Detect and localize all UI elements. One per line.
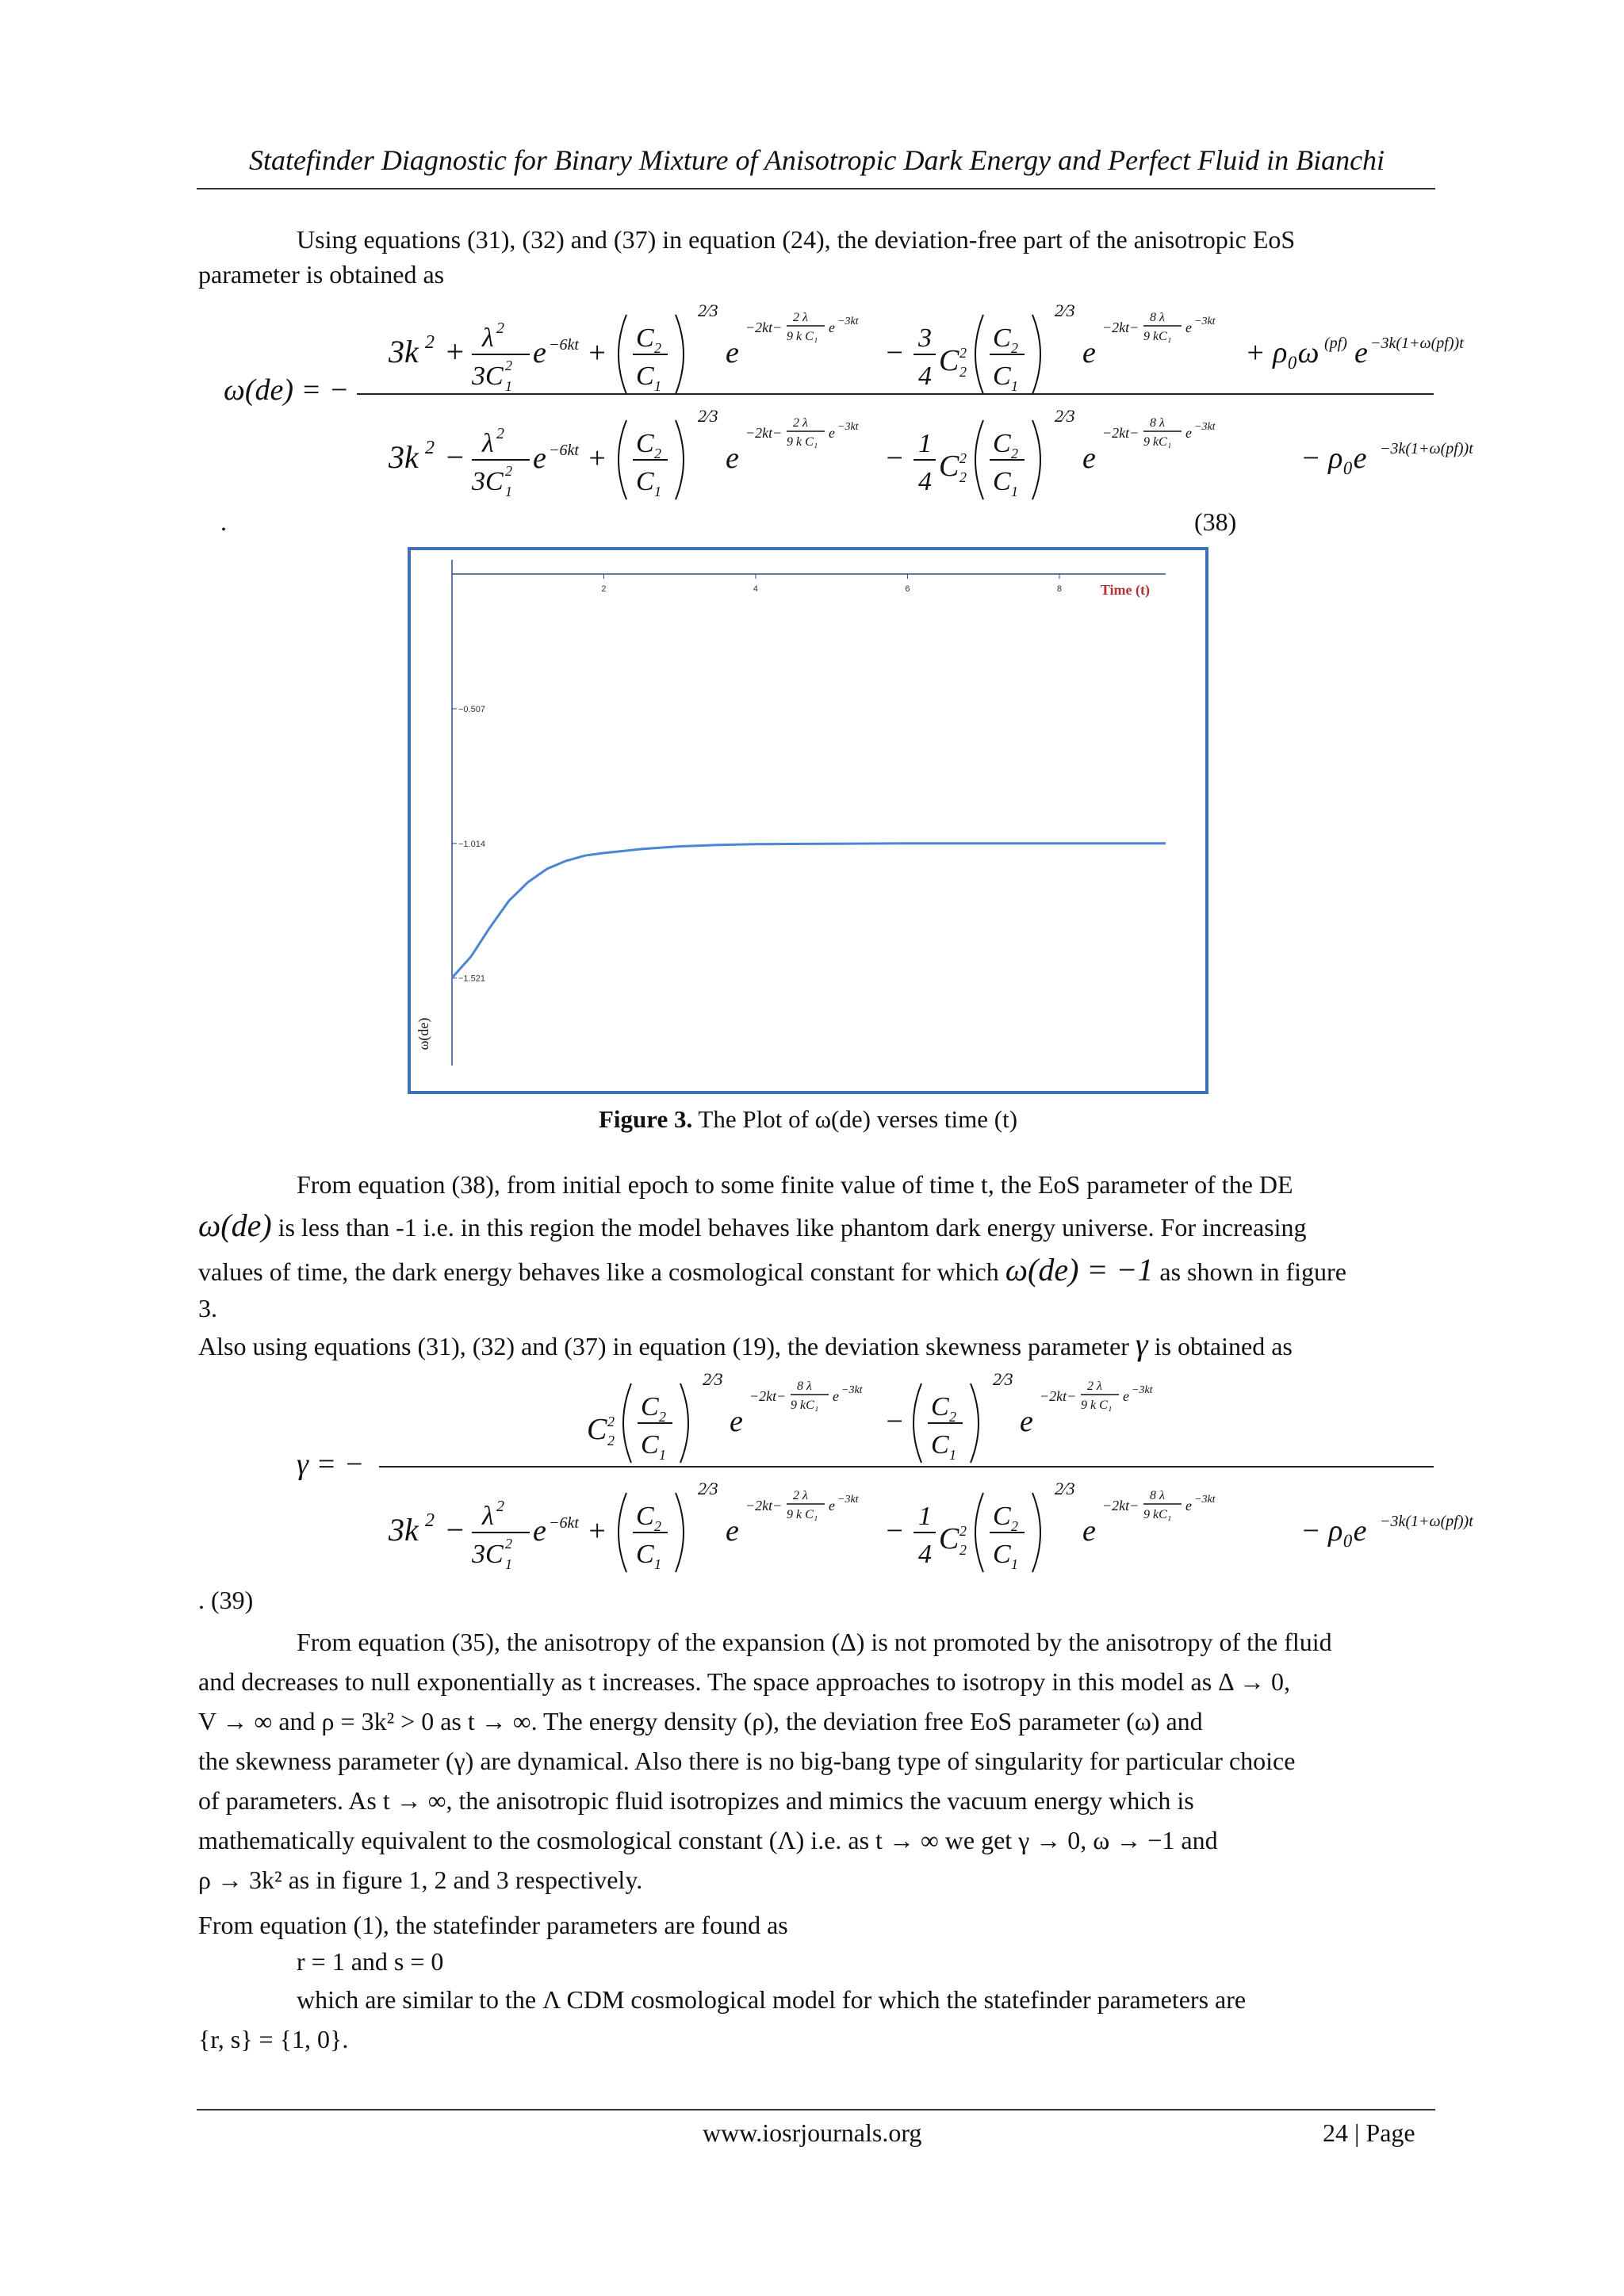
svg-text:−3kt: −3kt	[1132, 1384, 1153, 1396]
paragraph-line: parameter is obtained as	[198, 260, 445, 289]
svg-text:e: e	[1020, 1405, 1033, 1438]
paragraph-line: the skewness parameter (γ) are dynamical. Also there is no big-bang type of singularity for particular choice	[198, 1747, 1296, 1775]
svg-text:2: 2	[654, 1518, 661, 1534]
svg-text:2: 2	[959, 1542, 967, 1558]
svg-text:−2kt−: −2kt−	[1102, 1498, 1139, 1513]
svg-text:−2kt−: −2kt−	[1102, 320, 1139, 335]
figure-3-frame	[408, 547, 1208, 1094]
svg-text:9 kC₁: 9 kC₁	[791, 1399, 819, 1412]
svg-text:e: e	[730, 1405, 743, 1438]
paragraph-text: is obtained as	[1147, 1332, 1293, 1360]
svg-text:−3kt: −3kt	[1194, 316, 1216, 327]
svg-text:2: 2	[959, 364, 967, 380]
svg-text:C: C	[636, 323, 654, 353]
svg-text:2: 2	[1011, 340, 1018, 356]
paragraph-line: which are similar to the Λ CDM cosmological model for which the statefinder parameters are	[297, 1985, 1247, 2014]
svg-text:2: 2	[959, 345, 967, 361]
svg-text:−3k(1+ω(pf))t: −3k(1+ω(pf))t	[1380, 1513, 1473, 1530]
svg-text:C: C	[993, 467, 1011, 496]
caption-text: The Plot of ω(de) verses time (t)	[692, 1105, 1018, 1133]
svg-text:4: 4	[918, 467, 932, 496]
svg-text:−: −	[884, 442, 905, 475]
svg-text:3C: 3C	[472, 362, 504, 391]
svg-text:−6kt: −6kt	[549, 1514, 579, 1532]
svg-text:2: 2	[1011, 1518, 1018, 1534]
header-divider	[197, 188, 1435, 189]
svg-text:−2kt−: −2kt−	[1102, 425, 1139, 441]
svg-text:2⁄3: 2⁄3	[1055, 1479, 1075, 1498]
svg-text:2⁄3: 2⁄3	[993, 1369, 1013, 1389]
x-tick-label: 6	[905, 584, 910, 594]
equation-numerator	[349, 297, 1464, 394]
equation-lhs: γ = −	[297, 1448, 365, 1481]
footer-divider	[197, 2109, 1435, 2110]
x-tick-label: 8	[1056, 584, 1063, 594]
svg-text:9 kC₁: 9 kC₁	[1143, 435, 1172, 449]
svg-text:C: C	[993, 323, 1011, 353]
svg-text:−: −	[444, 1512, 465, 1548]
paragraph-line: and decreases to null exponentially as t increases. The space approaches to isotropy in this model as Δ → 0,	[198, 1667, 1290, 1696]
svg-text:2: 2	[654, 340, 661, 356]
paragraph-line: From equation (35), the anisotropy of the expansion (Δ) is not promoted by the anisotropy of the fluid	[297, 1628, 1332, 1656]
svg-text:−2kt−: −2kt−	[749, 1388, 787, 1404]
svg-text:2: 2	[425, 1510, 435, 1531]
paragraph-text: values of time, the dark energy behaves like a cosmological constant for which	[198, 1257, 1005, 1286]
svg-text:8 λ: 8 λ	[1150, 1489, 1165, 1502]
omega-de-symbol: ω(de)	[198, 1207, 272, 1243]
svg-text:2: 2	[505, 1536, 512, 1552]
svg-text:e: e	[829, 320, 835, 335]
svg-text:−2kt−: −2kt−	[1040, 1388, 1077, 1404]
svg-text:−3kt: −3kt	[1194, 1494, 1216, 1506]
svg-text:2: 2	[959, 450, 967, 466]
svg-text:−: −	[884, 1405, 905, 1438]
svg-text:e: e	[829, 1498, 835, 1513]
svg-text:e: e	[1123, 1388, 1129, 1404]
numerator-render	[587, 1366, 1380, 1461]
svg-text:1: 1	[918, 1502, 932, 1531]
svg-text:2⁄3: 2⁄3	[698, 300, 718, 320]
svg-text:2⁄3: 2⁄3	[1055, 300, 1075, 320]
svg-text:2: 2	[959, 469, 967, 485]
svg-text:−3kt: −3kt	[1194, 421, 1216, 433]
svg-text:4: 4	[918, 1540, 932, 1569]
svg-text:2: 2	[505, 463, 512, 479]
equation-number-39: . (39)	[198, 1586, 254, 1614]
svg-text:1: 1	[505, 484, 512, 499]
svg-text:−3kt: −3kt	[837, 316, 859, 327]
svg-text:1: 1	[659, 1447, 666, 1463]
equation-denominator	[349, 403, 1473, 506]
equation-lhs: ω(de) = −	[224, 373, 350, 407]
svg-text:e: e	[1185, 1498, 1192, 1513]
svg-text:−: −	[444, 439, 465, 475]
svg-text:e: e	[533, 442, 546, 475]
x-tick-label: 2	[601, 584, 607, 594]
equation-lead-dot: .	[220, 507, 227, 536]
svg-text:1: 1	[949, 1447, 956, 1463]
svg-text:1: 1	[1011, 1556, 1018, 1572]
svg-text:C: C	[636, 1540, 654, 1569]
paragraph-text: is less than -1 i.e. in this region the model behaves like phantom dark energy universe. For increasing	[271, 1213, 1307, 1242]
svg-text:2: 2	[496, 320, 504, 337]
svg-text:e: e	[533, 336, 546, 369]
x-axis-title: Time (t)	[1100, 582, 1150, 598]
svg-text:2: 2	[959, 1523, 967, 1539]
y-tick-label: −1.521	[458, 974, 485, 984]
svg-text:C: C	[993, 362, 1011, 391]
svg-text:3C: 3C	[472, 467, 504, 496]
svg-text:2: 2	[949, 1409, 956, 1425]
svg-text:−6kt: −6kt	[549, 336, 579, 354]
svg-text:2: 2	[496, 1498, 504, 1515]
svg-text:8 λ: 8 λ	[797, 1380, 812, 1393]
svg-text:C: C	[993, 429, 1011, 458]
paragraph-text: Also using equations (31), (32) and (37) in equation (19), the deviation skewness parameter	[198, 1332, 1136, 1360]
svg-text:9 k C₁: 9 k C₁	[787, 330, 818, 343]
svg-text:2: 2	[654, 446, 661, 461]
svg-text:9 kC₁: 9 kC₁	[1143, 330, 1172, 343]
svg-text:2 λ: 2 λ	[793, 311, 808, 324]
svg-text:C: C	[939, 1522, 959, 1556]
svg-text:−6kt: −6kt	[549, 442, 579, 459]
series-line	[452, 844, 1166, 978]
svg-text:2: 2	[425, 332, 435, 353]
svg-text:e: e	[726, 1514, 739, 1548]
svg-text:1: 1	[505, 378, 512, 394]
paragraph-line	[198, 1251, 1435, 1291]
svg-text:−: −	[884, 336, 905, 369]
svg-text:C: C	[641, 1430, 659, 1460]
svg-text:1: 1	[505, 1556, 512, 1572]
svg-text:+ ρ₀ω: + ρ₀ω	[1245, 336, 1320, 369]
svg-text:C: C	[931, 1392, 949, 1422]
footer-page-number: 24 | Page	[1323, 2118, 1415, 2147]
svg-text:3C: 3C	[472, 1540, 504, 1569]
figure-3-caption	[408, 1102, 1208, 1137]
svg-text:−: −	[884, 1514, 905, 1548]
svg-text:e: e	[726, 336, 739, 369]
omega-equals-minus-one: ω(de) = −1	[1005, 1252, 1154, 1288]
svg-text:3k: 3k	[389, 334, 419, 369]
svg-text:C: C	[636, 429, 654, 458]
svg-text:1: 1	[654, 484, 661, 499]
x-tick-label: 4	[753, 584, 759, 594]
svg-text:e: e	[1354, 336, 1368, 369]
svg-text:9 kC₁: 9 kC₁	[1143, 1508, 1172, 1521]
svg-text:λ: λ	[482, 429, 494, 458]
svg-text:C: C	[636, 362, 654, 391]
paragraph-line: Using equations (31), (32) and (37) in equation (24), the deviation-free part of the anisotropic EoS	[297, 225, 1296, 254]
svg-text:2: 2	[425, 438, 435, 458]
svg-text:−3k(1+ω(pf))t: −3k(1+ω(pf))t	[1370, 335, 1464, 352]
equation-numerator	[587, 1366, 1380, 1461]
denominator-render	[349, 403, 1473, 506]
numerator-render	[349, 297, 1464, 394]
svg-text:2⁄3: 2⁄3	[698, 406, 718, 426]
svg-text:e: e	[833, 1388, 839, 1404]
svg-text:−3kt: −3kt	[837, 1494, 859, 1506]
svg-text:2⁄3: 2⁄3	[703, 1369, 723, 1389]
svg-text:− ρ₀e: − ρ₀e	[1300, 1514, 1367, 1548]
svg-text:C: C	[636, 1502, 654, 1531]
svg-text:λ: λ	[482, 1502, 494, 1531]
svg-text:C: C	[993, 1540, 1011, 1569]
svg-text:e: e	[533, 1514, 546, 1548]
y-axis-title: ω(de)	[416, 1017, 431, 1050]
svg-text:e: e	[1082, 442, 1096, 475]
paragraph-line: 3.	[198, 1294, 217, 1322]
svg-text:−3kt: −3kt	[837, 421, 859, 433]
svg-text:8 λ: 8 λ	[1150, 416, 1165, 430]
svg-text:e: e	[1082, 336, 1096, 369]
svg-text:2: 2	[496, 425, 504, 442]
svg-text:− ρ₀e: − ρ₀e	[1300, 442, 1367, 475]
paragraph-line: mathematically equivalent to the cosmological constant (Λ) i.e. as t → ∞ we get γ → 0, ω → −1 and	[198, 1826, 1218, 1854]
paragraph-line: From equation (38), from initial epoch to some finite value of time t, the EoS parameter of the DE	[297, 1170, 1293, 1199]
paragraph-line: V → ∞ and ρ = 3k² > 0 as t → ∞. The energy density (ρ), the deviation free EoS parameter (ω) and	[198, 1707, 1203, 1735]
svg-text:2⁄3: 2⁄3	[698, 1479, 718, 1498]
svg-text:2 λ: 2 λ	[793, 1489, 808, 1502]
svg-text:1: 1	[654, 1556, 661, 1572]
svg-text:9 k C₁: 9 k C₁	[1081, 1399, 1113, 1412]
paragraph-line	[198, 1207, 1435, 1246]
svg-text:+: +	[587, 1514, 607, 1548]
denominator-render	[349, 1475, 1473, 1578]
svg-text:1: 1	[1011, 378, 1018, 394]
svg-text:1: 1	[1011, 484, 1018, 499]
y-tick-label: −0.507	[458, 704, 485, 714]
svg-text:−3kt: −3kt	[841, 1384, 863, 1396]
paragraph-intro-eq38	[198, 220, 1435, 258]
svg-text:C: C	[931, 1430, 949, 1460]
svg-text:e: e	[726, 442, 739, 475]
caption-label: Figure 3.	[598, 1105, 693, 1133]
paragraph-text: as shown in figure	[1153, 1257, 1346, 1286]
svg-text:1: 1	[918, 429, 932, 458]
svg-text:+: +	[444, 334, 465, 369]
svg-text:2: 2	[607, 1433, 615, 1448]
equation-39	[198, 1360, 1473, 1590]
svg-text:2 λ: 2 λ	[1087, 1380, 1102, 1393]
svg-text:e: e	[1185, 425, 1192, 441]
svg-text:e: e	[829, 425, 835, 441]
y-tick-label: −1.014	[458, 839, 485, 849]
svg-text:2: 2	[1011, 446, 1018, 461]
svg-text:C: C	[993, 1502, 1011, 1531]
equation-number-38: (38)	[1194, 507, 1237, 536]
svg-text:3: 3	[918, 323, 932, 353]
svg-text:C: C	[587, 1413, 607, 1446]
svg-text:+: +	[587, 442, 607, 475]
svg-text:λ: λ	[482, 323, 494, 353]
svg-text:1: 1	[654, 378, 661, 394]
svg-text:C: C	[636, 467, 654, 496]
svg-text:−2kt−: −2kt−	[745, 320, 783, 335]
svg-text:2: 2	[607, 1414, 615, 1429]
svg-text:e: e	[1082, 1514, 1096, 1548]
svg-text:8 λ: 8 λ	[1150, 311, 1165, 324]
svg-text:+: +	[587, 336, 607, 369]
svg-text:4: 4	[918, 362, 932, 391]
fraction-bar	[357, 393, 1434, 395]
paragraph-line: From equation (1), the statefinder parameters are found as	[198, 1911, 788, 1939]
statefinder-values: r = 1 and s = 0	[297, 1947, 444, 1976]
footer-site: www.iosrjournals.org	[703, 2118, 922, 2147]
svg-text:e: e	[1185, 320, 1192, 335]
running-header: Statefinder Diagnostic for Binary Mixture of Anisotropic Dark Energy and Perfect Fluid in Bianchi	[248, 144, 1385, 176]
svg-text:2: 2	[505, 358, 512, 373]
fraction-bar	[379, 1466, 1434, 1468]
statefinder-pair: {r, s} = {1, 0}.	[198, 2025, 349, 2053]
equation-denominator	[349, 1475, 1473, 1578]
paragraph-discussion	[198, 1622, 1435, 1900]
paragraph-line: ρ → 3k² as in figure 1, 2 and 3 respectively.	[198, 1866, 643, 1894]
svg-text:9 k C₁: 9 k C₁	[787, 435, 818, 449]
svg-text:−2kt−: −2kt−	[745, 1498, 783, 1513]
svg-text:3k: 3k	[389, 439, 419, 475]
svg-text:(pf): (pf)	[1324, 335, 1347, 352]
omega-de-chart	[411, 550, 1205, 1091]
gamma-symbol: γ	[1135, 1326, 1148, 1362]
svg-text:2: 2	[659, 1409, 666, 1425]
svg-text:C: C	[939, 344, 959, 377]
paragraph-line: of parameters. As t → ∞, the anisotropic fluid isotropizes and mimics the vacuum energy which is	[198, 1786, 1194, 1815]
svg-text:C: C	[939, 450, 959, 483]
svg-text:−3k(1+ω(pf))t: −3k(1+ω(pf))t	[1380, 440, 1473, 457]
svg-text:3k: 3k	[389, 1512, 419, 1548]
svg-text:C: C	[641, 1392, 659, 1422]
svg-text:2⁄3: 2⁄3	[1055, 406, 1075, 426]
svg-text:2 λ: 2 λ	[793, 416, 808, 430]
equation-38	[198, 285, 1473, 523]
svg-text:9 k C₁: 9 k C₁	[787, 1508, 818, 1521]
svg-text:−2kt−: −2kt−	[745, 425, 783, 441]
